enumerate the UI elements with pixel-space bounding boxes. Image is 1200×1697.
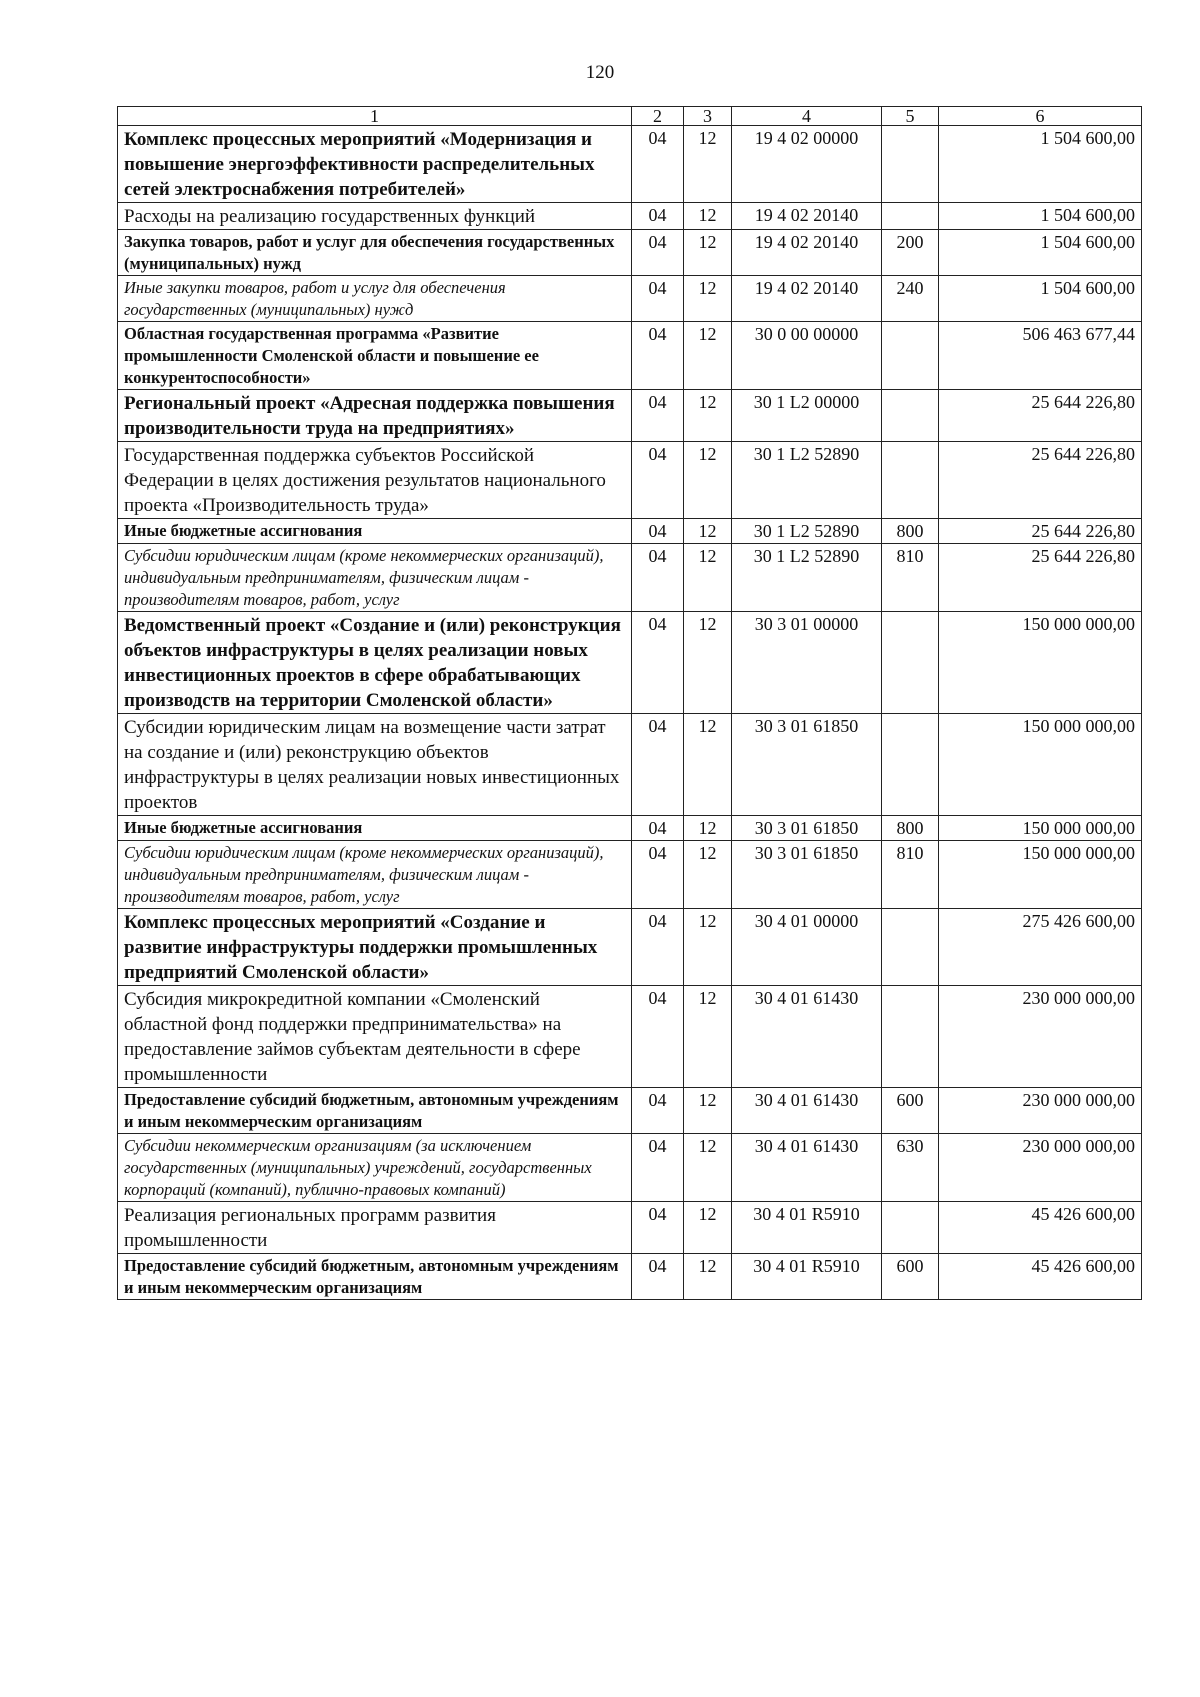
table-row	[118, 276, 1142, 322]
target-article-cell: 30 3 01 61850	[732, 841, 882, 909]
amount-cell: 25 644 226,80	[939, 390, 1142, 442]
expense-type-cell	[882, 442, 939, 519]
amount-cell: 1 504 600,00	[939, 276, 1142, 322]
expense-type-cell	[882, 322, 939, 390]
column-header: 4	[732, 107, 882, 126]
subsection-code-cell: 12	[684, 714, 732, 816]
subsection-code-cell: 12	[684, 1202, 732, 1254]
table-row	[118, 1088, 1142, 1134]
target-article-cell: 19 4 02 20140	[732, 203, 882, 230]
section-code-cell: 04	[632, 203, 684, 230]
table-row	[118, 230, 1142, 276]
row-name-cell: Ведомственный проект «Создание и (или) реконструкция объектов инфраструктуры в целях реализации новых инвестиционных проектов в сфере обрабатывающих производств на территории Смоленской области»	[118, 612, 632, 714]
expense-type-cell: 800	[882, 519, 939, 544]
expense-type-cell: 200	[882, 230, 939, 276]
table-row	[118, 1134, 1142, 1202]
row-name-cell: Комплекс процессных мероприятий «Модернизация и повышение энергоэффективности распределительных сетей электроснабжения потребителей»	[118, 126, 632, 203]
amount-cell: 230 000 000,00	[939, 1134, 1142, 1202]
target-article-cell: 30 1 L2 52890	[732, 442, 882, 519]
section-code-cell: 04	[632, 390, 684, 442]
target-article-cell: 30 4 01 00000	[732, 909, 882, 986]
expense-type-cell: 810	[882, 841, 939, 909]
subsection-code-cell: 12	[684, 1134, 732, 1202]
subsection-code-cell: 12	[684, 544, 732, 612]
amount-cell: 506 463 677,44	[939, 322, 1142, 390]
amount-cell: 25 644 226,80	[939, 519, 1142, 544]
row-name-cell: Иные бюджетные ассигнования	[118, 816, 632, 841]
amount-cell: 45 426 600,00	[939, 1202, 1142, 1254]
table-row	[118, 390, 1142, 442]
section-code-cell: 04	[632, 276, 684, 322]
target-article-cell: 30 4 01 61430	[732, 1134, 882, 1202]
expense-type-cell	[882, 612, 939, 714]
target-article-cell: 30 4 01 61430	[732, 1088, 882, 1134]
section-code-cell: 04	[632, 816, 684, 841]
table-row	[118, 1202, 1142, 1254]
target-article-cell: 30 1 L2 00000	[732, 390, 882, 442]
table-row	[118, 322, 1142, 390]
subsection-code-cell: 12	[684, 390, 732, 442]
expense-type-cell	[882, 390, 939, 442]
subsection-code-cell: 12	[684, 322, 732, 390]
target-article-cell: 30 4 01 61430	[732, 986, 882, 1088]
row-name-cell: Субсидии некоммерческим организациям (за исключением государственных (муниципальных) учреждений, государственных корпораций (компаний), публично-правовых компаний)	[118, 1134, 632, 1202]
target-article-cell: 19 4 02 20140	[732, 230, 882, 276]
row-name-cell: Субсидия микрокредитной компании «Смоленский областной фонд поддержки предпринимательства» на предоставление займов субъектам деятельности в сфере промышленности	[118, 986, 632, 1088]
table-row	[118, 909, 1142, 986]
subsection-code-cell: 12	[684, 816, 732, 841]
table-row	[118, 203, 1142, 230]
subsection-code-cell: 12	[684, 1088, 732, 1134]
budget-table	[117, 106, 1142, 1300]
page-number: 120	[585, 62, 615, 83]
section-code-cell: 04	[632, 322, 684, 390]
table-row	[118, 1254, 1142, 1300]
amount-cell: 45 426 600,00	[939, 1254, 1142, 1300]
target-article-cell: 30 3 01 61850	[732, 714, 882, 816]
expense-type-cell	[882, 909, 939, 986]
section-code-cell: 04	[632, 986, 684, 1088]
expense-type-cell: 240	[882, 276, 939, 322]
expense-type-cell	[882, 126, 939, 203]
target-article-cell: 30 4 01 R5910	[732, 1202, 882, 1254]
subsection-code-cell: 12	[684, 612, 732, 714]
row-name-cell: Предоставление субсидий бюджетным, автономным учреждениям и иным некоммерческим организациям	[118, 1254, 632, 1300]
column-header: 1	[118, 107, 632, 126]
section-code-cell: 04	[632, 544, 684, 612]
expense-type-cell	[882, 1202, 939, 1254]
subsection-code-cell: 12	[684, 986, 732, 1088]
subsection-code-cell: 12	[684, 230, 732, 276]
section-code-cell: 04	[632, 909, 684, 986]
table-row	[118, 612, 1142, 714]
target-article-cell: 30 3 01 00000	[732, 612, 882, 714]
column-header: 2	[632, 107, 684, 126]
row-name-cell: Комплекс процессных мероприятий «Создание и развитие инфраструктуры поддержки промышленных предприятий Смоленской области»	[118, 909, 632, 986]
subsection-code-cell: 12	[684, 519, 732, 544]
expense-type-cell: 800	[882, 816, 939, 841]
subsection-code-cell: 12	[684, 203, 732, 230]
target-article-cell: 30 1 L2 52890	[732, 519, 882, 544]
subsection-code-cell: 12	[684, 909, 732, 986]
row-name-cell: Реализация региональных программ развития промышленности	[118, 1202, 632, 1254]
target-article-cell: 19 4 02 20140	[732, 276, 882, 322]
section-code-cell: 04	[632, 230, 684, 276]
section-code-cell: 04	[632, 1088, 684, 1134]
row-name-cell: Субсидии юридическим лицам (кроме некоммерческих организаций), индивидуальным предпринимателям, физическим лицам - производителям товаров, работ, услуг	[118, 841, 632, 909]
section-code-cell: 04	[632, 519, 684, 544]
section-code-cell: 04	[632, 1134, 684, 1202]
section-code-cell: 04	[632, 612, 684, 714]
amount-cell: 25 644 226,80	[939, 544, 1142, 612]
row-name-cell: Иные бюджетные ассигнования	[118, 519, 632, 544]
subsection-code-cell: 12	[684, 276, 732, 322]
row-name-cell: Предоставление субсидий бюджетным, автономным учреждениям и иным некоммерческим организациям	[118, 1088, 632, 1134]
row-name-cell: Региональный проект «Адресная поддержка повышения производительности труда на предприятиях»	[118, 390, 632, 442]
section-code-cell: 04	[632, 1202, 684, 1254]
subsection-code-cell: 12	[684, 126, 732, 203]
table-row	[118, 544, 1142, 612]
column-header: 5	[882, 107, 939, 126]
expense-type-cell	[882, 986, 939, 1088]
row-name-cell: Закупка товаров, работ и услуг для обеспечения государственных (муниципальных) нужд	[118, 230, 632, 276]
amount-cell: 150 000 000,00	[939, 714, 1142, 816]
row-name-cell: Расходы на реализацию государственных функций	[118, 203, 632, 230]
target-article-cell: 19 4 02 00000	[732, 126, 882, 203]
amount-cell: 25 644 226,80	[939, 442, 1142, 519]
table-row	[118, 519, 1142, 544]
expense-type-cell: 810	[882, 544, 939, 612]
subsection-code-cell: 12	[684, 442, 732, 519]
amount-cell: 1 504 600,00	[939, 230, 1142, 276]
amount-cell: 150 000 000,00	[939, 816, 1142, 841]
section-code-cell: 04	[632, 442, 684, 519]
section-code-cell: 04	[632, 126, 684, 203]
row-name-cell: Иные закупки товаров, работ и услуг для обеспечения государственных (муниципальных) нужд	[118, 276, 632, 322]
expense-type-cell: 600	[882, 1088, 939, 1134]
amount-cell: 150 000 000,00	[939, 612, 1142, 714]
section-code-cell: 04	[632, 714, 684, 816]
amount-cell: 275 426 600,00	[939, 909, 1142, 986]
column-header: 6	[939, 107, 1142, 126]
expense-type-cell	[882, 714, 939, 816]
row-name-cell: Государственная поддержка субъектов Российской Федерации в целях достижения результатов национального проекта «Производительность труда»	[118, 442, 632, 519]
section-code-cell: 04	[632, 1254, 684, 1300]
amount-cell: 230 000 000,00	[939, 986, 1142, 1088]
target-article-cell: 30 1 L2 52890	[732, 544, 882, 612]
table-row	[118, 816, 1142, 841]
amount-cell: 230 000 000,00	[939, 1088, 1142, 1134]
target-article-cell: 30 3 01 61850	[732, 816, 882, 841]
table-row	[118, 442, 1142, 519]
table-row	[118, 126, 1142, 203]
table-body	[118, 126, 1142, 1300]
row-name-cell: Субсидии юридическим лицам (кроме некоммерческих организаций), индивидуальным предпринимателям, физическим лицам - производителям товаров, работ, услуг	[118, 544, 632, 612]
target-article-cell: 30 0 00 00000	[732, 322, 882, 390]
expense-type-cell: 600	[882, 1254, 939, 1300]
column-header: 3	[684, 107, 732, 126]
expense-type-cell: 630	[882, 1134, 939, 1202]
subsection-code-cell: 12	[684, 1254, 732, 1300]
amount-cell: 150 000 000,00	[939, 841, 1142, 909]
amount-cell: 1 504 600,00	[939, 126, 1142, 203]
target-article-cell: 30 4 01 R5910	[732, 1254, 882, 1300]
table-header-row	[118, 107, 1142, 126]
row-name-cell: Областная государственная программа «Развитие промышленности Смоленской области и повышение ее конкурентоспособности»	[118, 322, 632, 390]
section-code-cell: 04	[632, 841, 684, 909]
subsection-code-cell: 12	[684, 841, 732, 909]
table-row	[118, 986, 1142, 1088]
table-row	[118, 841, 1142, 909]
table-row	[118, 714, 1142, 816]
row-name-cell: Субсидии юридическим лицам на возмещение части затрат на создание и (или) реконструкцию объектов инфраструктуры в целях реализации новых инвестиционных проектов	[118, 714, 632, 816]
amount-cell: 1 504 600,00	[939, 203, 1142, 230]
expense-type-cell	[882, 203, 939, 230]
